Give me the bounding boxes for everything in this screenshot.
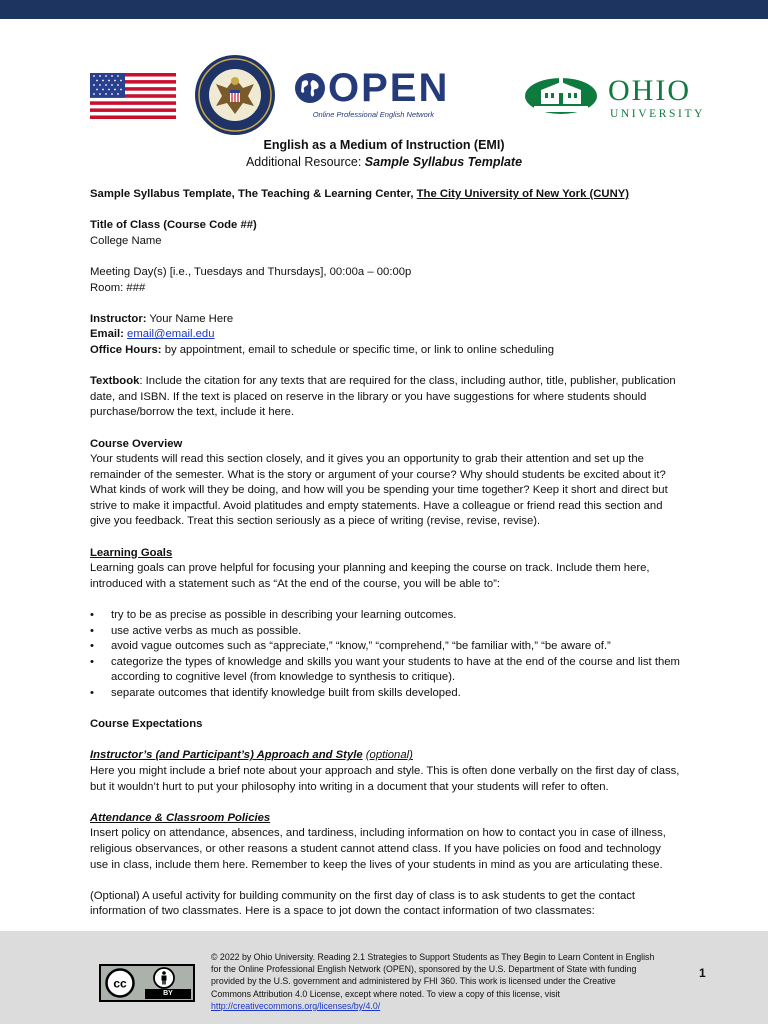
top-color-bar (0, 0, 768, 19)
office-hours-label: Office Hours: (90, 343, 162, 356)
open-tagline: Online Professional English Network (312, 110, 434, 119)
open-logo (294, 66, 450, 120)
header-logos (0, 54, 768, 140)
document-body (90, 187, 682, 920)
list-item: • use active verbs as much as possible. (90, 624, 682, 640)
title-line-2 (0, 154, 768, 171)
title-line-2-emphasis: Sample Syllabus Template (364, 155, 523, 169)
source-line-prefix: Sample Syllabus Template, The Teaching & Learning Center, (90, 188, 417, 200)
email-line (90, 327, 682, 343)
textbook-paragraph (90, 374, 682, 421)
ohio-logo-text: OHIO (608, 74, 691, 107)
learning-goals-heading: Learning Goals (90, 546, 173, 559)
instructor-name: Your Name Here (146, 312, 234, 325)
license-text (211, 951, 656, 1012)
list-item: • categorize the types of knowledge and skills you want your students to have at the end of the course and list them according to cognitive level (from knowledge to synthesis to critique). (90, 655, 682, 686)
room: Room: ### (90, 281, 146, 294)
cc-by-license-badge[interactable] (99, 964, 195, 1002)
instructor-label: Instructor: (90, 312, 147, 325)
page-number: 1 (699, 966, 706, 980)
approach-heading-line (90, 748, 682, 764)
open-logo-text: OPEN (328, 66, 450, 110)
creative-commons-icon (105, 968, 135, 998)
office-hours-line (90, 343, 682, 359)
approach-optional: (optional) (365, 749, 413, 762)
license-body: © 2022 by Ohio University. Reading 2.1 Strategies to Support Students as They Begin to Learn Content in English for the Online Professional English Network (OPEN), sponsored by the U.S. Department of State with funding provided by the U.S. government and administered by FHI 360. This work is licensed under the Creative Commons Attribution 4.0 License, except where noted. To view a copy of this license, visit (211, 952, 655, 999)
attendance-body: Insert policy on attendance, absences, and tardiness, including information on how to contact you in case of illness, religious observances, or other reasons a student cannot attend class. If you have policies on food and technology use in class, include them here. Remember to keep the lives of your students in mind as you are articulating these. (90, 827, 666, 871)
textbook-body: : Include the citation for any texts that are required for the class, including author, title, publisher, publication date, and ISBN. If the text is placed on reserve in the library or you have suggestions for where students should purchase/borrow the text, include it here. (90, 375, 676, 419)
office-hours-value: by appointment, email to schedule or specific time, or link to online scheduling (161, 343, 555, 356)
course-overview-body: Your students will read this section closely, and it gives you an opportunity to grab their attention and set up the remainder of the semester. What is the story or argument of your course? Why should students be excited about it? What kinds of work will they be doing, and how will you be spending your time together? Keep it short and direct but strive to make it impactful. Avoid platitudes and empty statements. Have a colleague or friend read this section and give you feedback. Treat this section seriously as a piece of writing (revise, revise, revise). (90, 453, 668, 528)
ohio-university-logo (524, 70, 706, 120)
ohio-logo-subtext: UNIVERSITY (610, 108, 705, 120)
approach-heading: Instructor’s (and Participant’s) Approach and Style (90, 749, 363, 762)
us-flag-icon (90, 73, 176, 119)
license-link[interactable]: http://creativecommons.org/licenses/by/4.0/ (211, 1000, 381, 1011)
class-title: Title of Class (Course Code ##) (90, 219, 257, 232)
globe-icon (294, 72, 326, 104)
document-title (0, 137, 768, 171)
course-expectations-heading: Course Expectations (90, 718, 203, 731)
ohio-building-emblem-icon (524, 70, 598, 116)
cuny-link[interactable]: The City University of New York (CUNY) (416, 188, 630, 200)
title-line-1: English as a Medium of Instruction (EMI) (263, 138, 505, 152)
title-line-2-prefix: Additional Resource: (245, 155, 365, 169)
approach-body: Here you might include a brief note about your approach and style. This is often done verbally on the first day of class, but it wouldn’t hurt to put your philosophy into writing in a document that your students will refer to often. (90, 764, 680, 793)
optional-activity-body: (Optional) A useful activity for building community on the first day of class is to ask students to get the contact information of two classmates. Here is a space to jot down the contact information of two classmates: (90, 889, 636, 918)
page-footer (0, 931, 768, 1024)
attendance-heading: Attendance & Classroom Policies (90, 811, 271, 824)
source-line (90, 187, 682, 203)
learning-goals-list (90, 608, 682, 702)
list-item: • separate outcomes that identify knowledge built from skills developed. (90, 686, 682, 702)
list-item: • try to be as precise as possible in describing your learning outcomes. (90, 608, 682, 624)
meeting-days: Meeting Day(s) [i.e., Tuesdays and Thursdays], 00:00a – 00:00p (90, 265, 412, 278)
email-label: Email: (90, 328, 124, 341)
svg-text:cc: cc (113, 976, 127, 991)
department-of-state-seal-icon (194, 54, 276, 136)
badge-by-label: BY (145, 989, 191, 999)
email-link[interactable]: email@email.edu (127, 328, 215, 341)
textbook-label: Textbook (90, 375, 140, 388)
college-name: College Name (90, 234, 162, 247)
learning-goals-intro: Learning goals can prove helpful for focusing your planning and keeping the course on track. Include them here, introduced with a statement such as “At the end of the course, you will be able to”: (90, 562, 650, 590)
attribution-person-icon (153, 967, 175, 989)
course-overview-heading: Course Overview (90, 437, 183, 450)
instructor-line (90, 312, 682, 328)
list-item: • avoid vague outcomes such as “appreciate,” “know,” “comprehend,” “be familiar with,” “be aware of.” (90, 639, 682, 655)
